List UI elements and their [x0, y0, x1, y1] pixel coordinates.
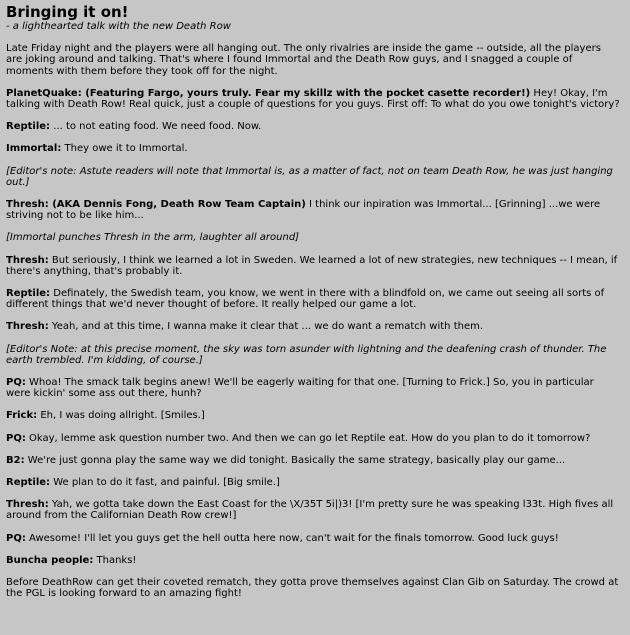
speech-text: Okay, lemme ask question number two. And then we can go let Reptile eat. How do you plan to do it tomorrow?: [25, 432, 591, 444]
speaker-name: Reptile:: [6, 121, 51, 133]
interview-line: [6, 455, 620, 466]
interview-line: [6, 121, 620, 132]
speech-text: I think our inpiration was Immortal... [Grinning] ...we were striving not to be like him...: [6, 199, 601, 222]
speaker-name: Reptile:: [6, 477, 51, 489]
speaker-name: B2:: [6, 454, 25, 466]
speech-text: Definately, the Swedish team, you know, we went in there with a blindfold on, we came out seeing all sorts of different things that we'd never thought of before. It really helped our game a lot.: [6, 288, 605, 311]
outro-paragraph: Before DeathRow can get their coveted rematch, they gotta prove themselves against Clan Gib on Saturday. The crowd at the PGL is looking forward to an amazing fight!: [6, 577, 619, 600]
speech-text: Thanks!: [93, 554, 137, 566]
interview-line: [6, 499, 620, 521]
interview-line: [6, 88, 620, 110]
speech-text: But seriously, I think we learned a lot in Sweden. We learned a lot of new strategies, new techniques -- I mean, if there's anything, that's probably it.: [6, 254, 618, 277]
speech-text: We're just gonna play the same way we did tonight. Basically the same strategy, basically play our game...: [24, 454, 566, 466]
interview-line: [6, 255, 620, 277]
speech-text: They owe it to Immortal.: [61, 143, 188, 155]
speech-text: We plan to do it fast, and painful. [Big smile.]: [50, 477, 280, 489]
article-title: Bringing it on!: [6, 3, 129, 21]
speaker-name: PQ:: [6, 377, 26, 389]
interview-line: [6, 199, 620, 221]
speaker-name: Frick:: [6, 410, 38, 422]
interview-line: [6, 477, 620, 488]
interview-line: [6, 377, 620, 399]
speaker-name: PQ:: [6, 432, 26, 444]
speaker-name: Thresh:: [6, 499, 49, 511]
speaker-name: Thresh:: [6, 254, 49, 266]
speaker-name: Reptile:: [6, 288, 51, 300]
editor-note: [Editor's note: Astute readers will note that Immortal is, as a matter of fact, not on team Death Row, he was just hanging out.]: [6, 165, 613, 188]
interview-line: [6, 288, 620, 310]
interview-line: [6, 410, 620, 421]
interview-body: [6, 88, 620, 566]
intro-paragraph: Late Friday night and the players were all hanging out. The only rivalries are inside the game -- outside, all the players are joking around and talking. That's where I found Immortal and the Death Row guys, and I snagged a couple of moments with them before they took off for the night.: [6, 43, 601, 77]
article-subtitle: - a lighthearted talk with the new Death Row: [6, 21, 231, 32]
speaker-name: Thresh: (AKA Dennis Fong, Death Row Team Captain): [6, 199, 306, 211]
speech-text: ... to not eating food. We need food. Now.: [50, 121, 262, 133]
speech-text: Yeah, and at this time, I wanna make it clear that ... we do want a rematch with them.: [48, 321, 484, 333]
speaker-name: Buncha people:: [6, 554, 94, 566]
speech-text: Awesome! I'll let you guys get the hell outta here now, can't wait for the finals tomorrow. Good luck guys!: [25, 532, 559, 544]
speech-text: Hey! Okay, I'm talking with Death Row! Real quick, just a couple of questions for you guys. First off: To what do you owe tonight's victory?: [6, 87, 620, 111]
speech-text: Yah, we gotta take down the East Coast for the \X/35T 5i|)3! [I'm pretty sure he was speaking l33t. High fives all around from the Californian Death Row crew!]: [6, 499, 614, 522]
editor-note: [Immortal punches Thresh in the arm, laughter all around]: [6, 232, 300, 244]
speaker-name: PlanetQuake: (Featuring Fargo, yours truly. Fear my skillz with the pocket casette recorder!): [6, 87, 531, 99]
speaker-name: Thresh:: [6, 321, 49, 333]
interview-line: [6, 143, 620, 154]
interview-line: [6, 555, 620, 566]
speaker-name: Immortal:: [6, 143, 62, 155]
interview-line: [6, 433, 620, 444]
speech-text: Whoa! The smack talk begins anew! We'll be eagerly waiting for that one. [Turning to Frick.] So, you in particular were kickin' some ass out there, hunh?: [6, 377, 594, 400]
speaker-name: PQ:: [6, 532, 26, 544]
editor-note: [Editor's Note: at this precise moment, the sky was torn asunder with lightning and the deafening crash of thunder. The earth trembled. I'm kidding, of course.]: [6, 343, 607, 366]
speech-text: Eh, I was doing allright. [Smiles.]: [37, 410, 205, 422]
interview-line: [6, 533, 620, 544]
interview-line: [6, 321, 620, 332]
